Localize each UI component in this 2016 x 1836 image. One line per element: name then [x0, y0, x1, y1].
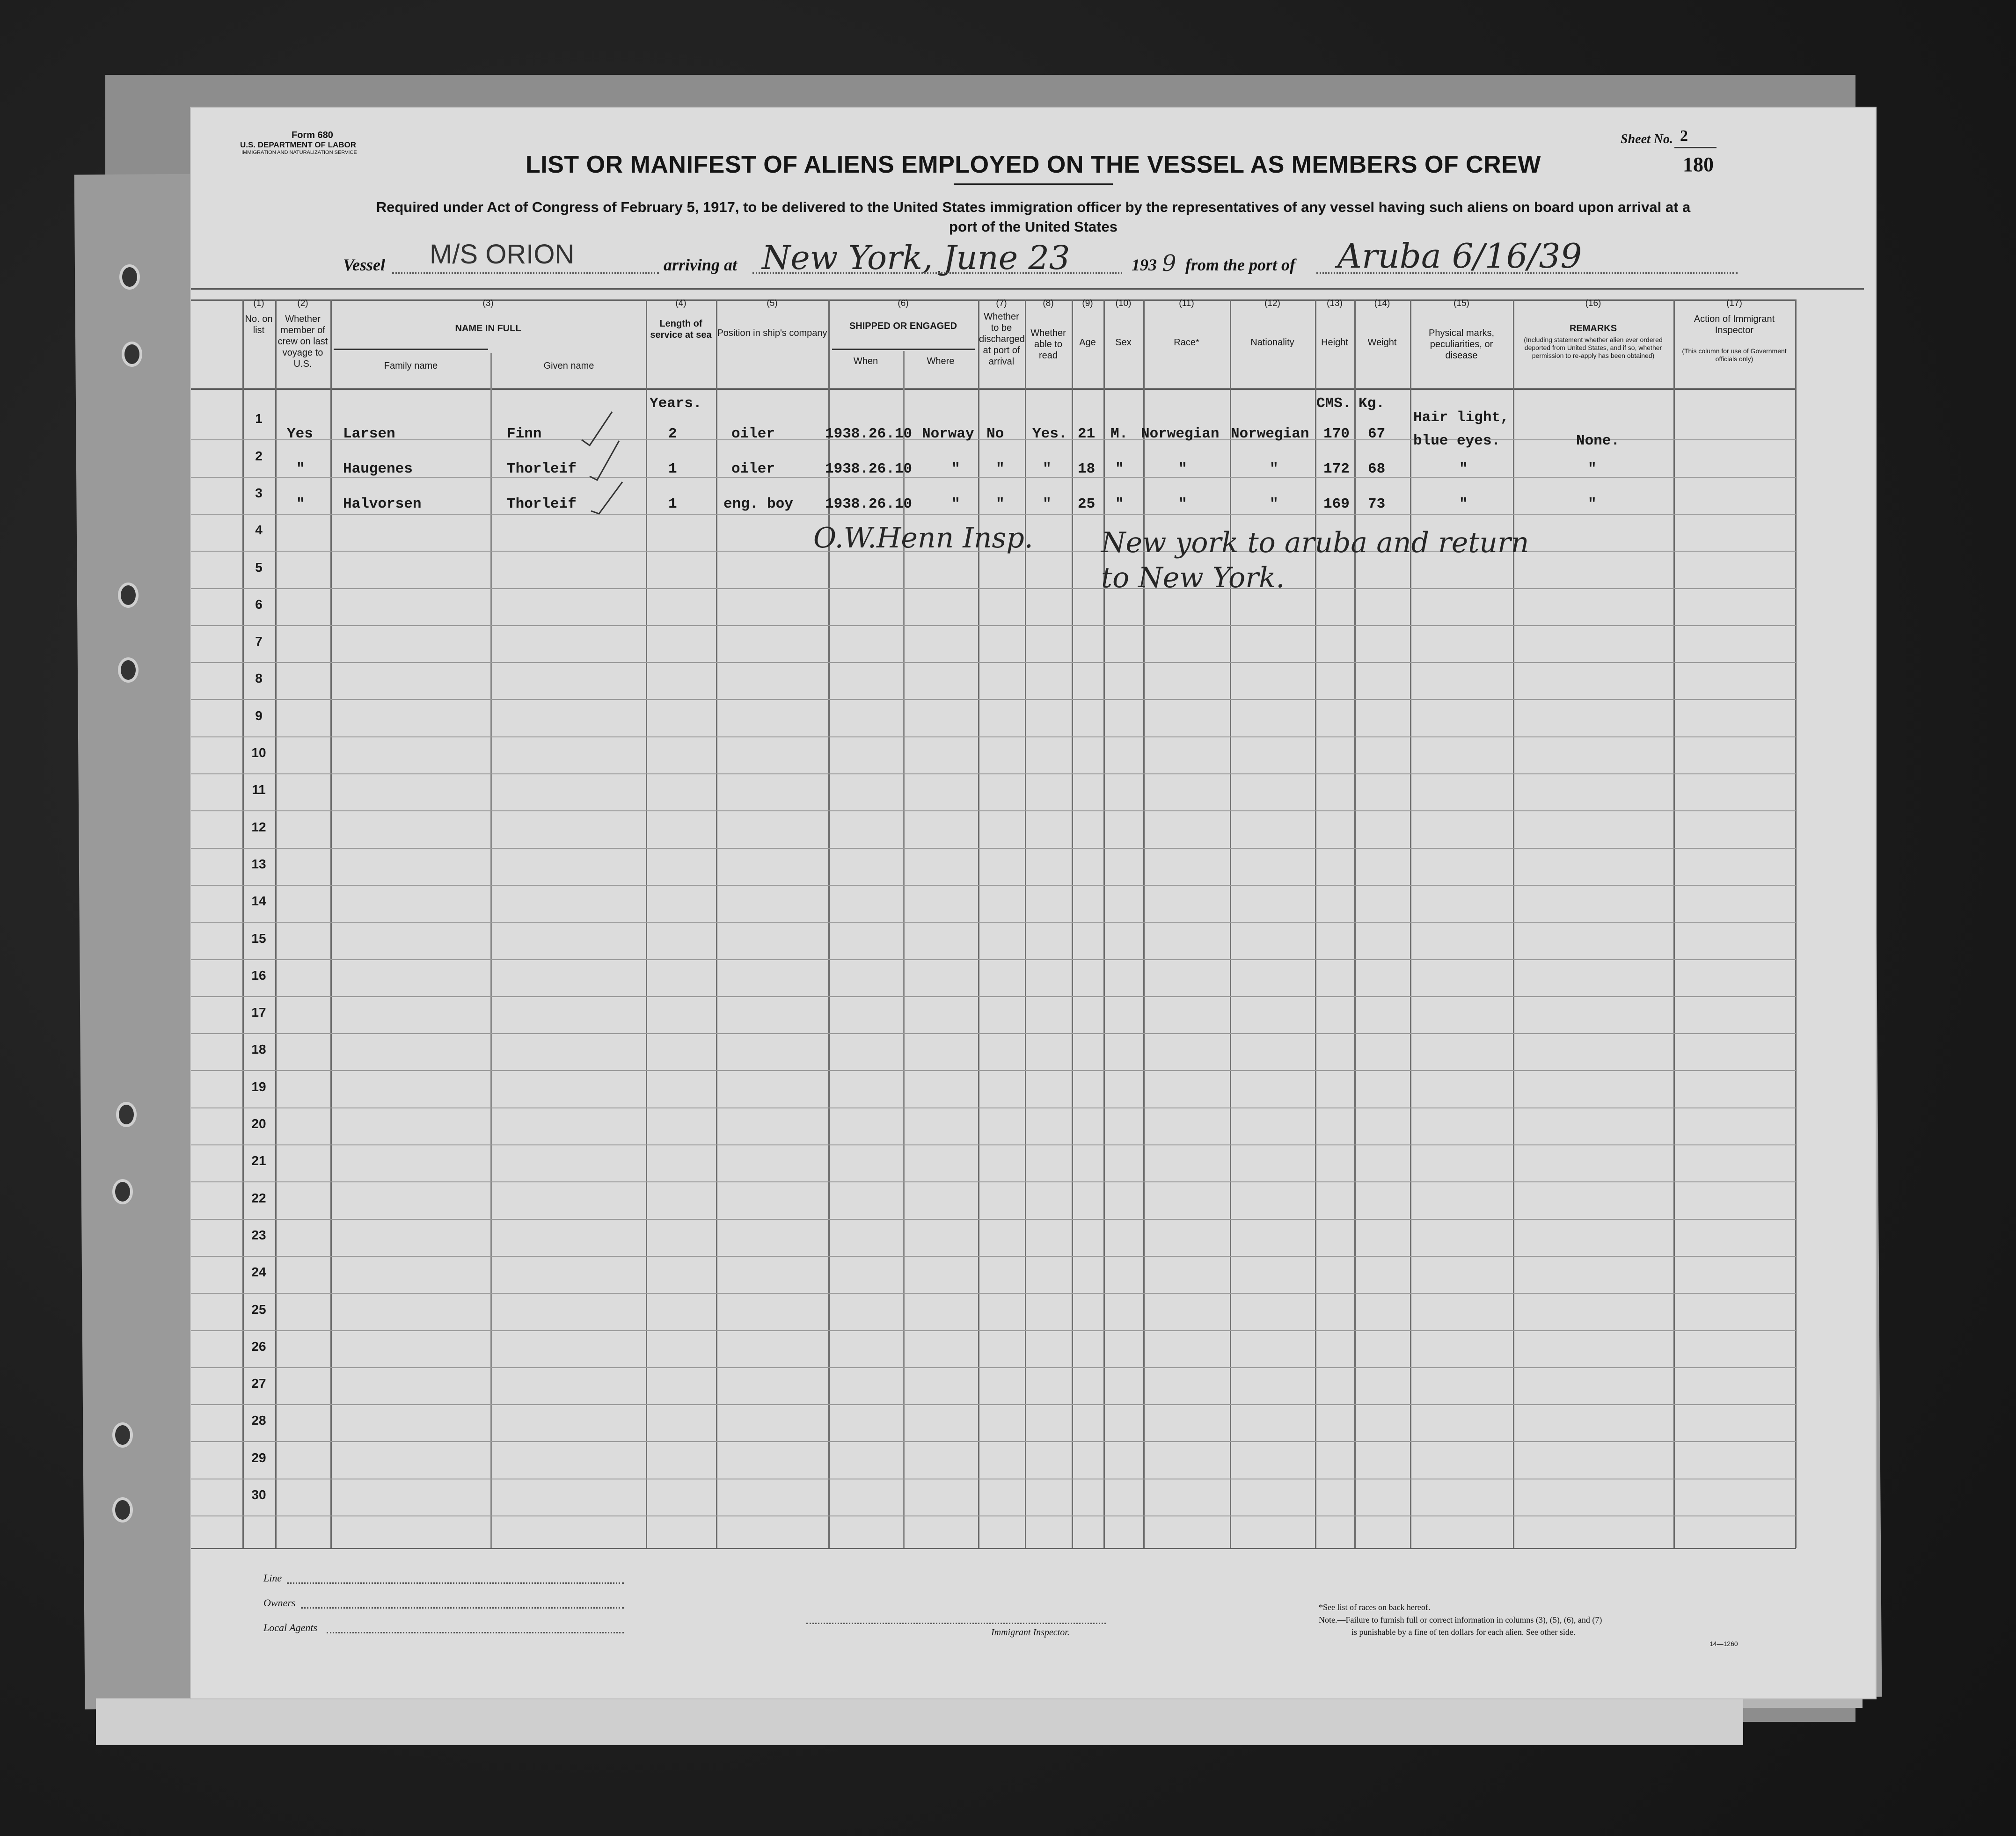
footer-agents-label: Local Agents [263, 1622, 318, 1633]
column-number: (15) [1454, 299, 1469, 308]
row-number: 30 [251, 1487, 266, 1502]
discharged-cell: No [986, 426, 1004, 442]
vessel-name: M/S ORION [430, 239, 575, 270]
read-cell: Yes. [1032, 426, 1067, 442]
row-number: 9 [255, 708, 263, 723]
where-cell: Norway [922, 426, 974, 442]
physical-marks-cell: " [1459, 496, 1468, 512]
row-number: 20 [251, 1116, 266, 1131]
position-cell: oiler [731, 461, 775, 477]
column-number: (9) [1082, 299, 1093, 308]
column-number: (1) [253, 299, 264, 308]
row-number: 1 [255, 411, 263, 426]
column-header-where: Where [927, 356, 955, 366]
row-number: 25 [251, 1302, 266, 1317]
column-header-remarks-note: (Including statement whether alien ever ordered deported from United States, and if so, whether permission to re-apply has been obtained) [1524, 336, 1663, 359]
row-number: 21 [251, 1153, 266, 1168]
row-rule [191, 699, 1796, 700]
column-header-physical-marks: Physical marks, peculiarities, or disease [1428, 328, 1495, 361]
column-header-race: Race* [1174, 337, 1199, 348]
row-rule [191, 996, 1796, 997]
row-rule [191, 1219, 1796, 1220]
member-cell: " [296, 496, 305, 512]
service-cell: 1 [668, 496, 677, 512]
row-number: 13 [251, 856, 266, 871]
column-header-read: Whether able to read [1030, 328, 1066, 361]
column-header-position: Position in ship's company [717, 328, 827, 338]
row-rule [191, 1404, 1796, 1405]
row-number: 15 [251, 931, 266, 946]
binder-hole [118, 657, 139, 683]
row-rule [191, 1144, 1796, 1145]
age-cell: 21 [1078, 426, 1096, 442]
position-cell: eng. boy [723, 496, 793, 512]
column-number: (2) [297, 299, 308, 308]
inspector-signature: O.W.Henn Insp. [813, 522, 1033, 554]
nationality-cell: " [1270, 461, 1278, 477]
column-header-name: NAME IN FULL [455, 323, 521, 334]
height-cell: 169 [1323, 496, 1350, 512]
footer-note-line1: Note.—Failure to furnish full or correct information in columns (3), (5), (6), and (7) [1319, 1615, 1602, 1625]
check-mark [582, 412, 612, 445]
row-rule [191, 625, 1796, 626]
column-header-member: Whether member of crew on last voyage to U.S. [278, 314, 328, 369]
height-cell: 172 [1323, 461, 1350, 477]
column-number: (17) [1726, 299, 1742, 308]
row-rule [191, 1070, 1796, 1071]
column-header-age: Age [1079, 337, 1096, 348]
discharged-cell: " [996, 496, 1005, 512]
row-rule [191, 1330, 1796, 1331]
row-rule [191, 922, 1796, 923]
when-cell: 1938.26.10 [825, 461, 913, 477]
form-subtitle-line1: Required under Act of Congress of February 5, 1917, to be delivered to the United States immigration officer by the representatives of any vessel having such aliens on board upon arrival at a [376, 199, 1691, 215]
row-rule [191, 588, 1796, 589]
row-rule [191, 885, 1796, 886]
remarks-cell: " [1588, 496, 1597, 512]
binder-hole [118, 583, 139, 608]
check-mark [591, 482, 622, 514]
row-rule [191, 1256, 1796, 1257]
row-rule [191, 959, 1796, 960]
where-cell: " [951, 461, 960, 477]
column-number: (6) [898, 299, 909, 308]
row-number: 23 [251, 1227, 266, 1242]
binder-hole [112, 1497, 133, 1523]
form-number: Form 680 [292, 130, 333, 140]
sex-cell: M. [1110, 426, 1128, 442]
height-unit: CMS. [1316, 395, 1351, 412]
height-cell: 170 [1323, 426, 1350, 442]
column-header-family-name: Family name [384, 361, 438, 371]
binder-hole [112, 1179, 133, 1204]
age-cell: 25 [1078, 496, 1096, 512]
row-number: 27 [251, 1376, 266, 1391]
service-label: IMMIGRATION AND NATURALIZATION SERVICE [241, 150, 357, 155]
service-cell: 2 [668, 426, 677, 442]
column-number: (14) [1374, 299, 1390, 308]
check-mark [590, 441, 619, 480]
discharged-cell: " [996, 461, 1005, 477]
column-number: (3) [482, 299, 494, 308]
row-number: 3 [255, 485, 263, 500]
row-number: 12 [251, 819, 266, 834]
from-port-label: from the port of [1185, 255, 1296, 274]
column-number: (13) [1327, 299, 1343, 308]
row-rule [191, 810, 1796, 811]
row-number: 19 [251, 1079, 266, 1094]
column-header-no: No. on list [245, 314, 273, 335]
handwritten-note-line1: New york to aruba and return [1101, 526, 1529, 559]
column-header-weight: Weight [1367, 337, 1397, 348]
column-number: (12) [1264, 299, 1280, 308]
department-label: U.S. DEPARTMENT OF LABOR [240, 140, 357, 149]
manifest-sheet [191, 108, 1876, 1698]
column-header-service: Length of service at sea [650, 319, 712, 340]
row-number: 5 [255, 560, 263, 575]
given-name-cell: Thorleif [507, 461, 577, 477]
column-header-shipped: SHIPPED OR ENGAGED [849, 321, 957, 331]
read-cell: " [1043, 496, 1052, 512]
row-number: 8 [255, 671, 263, 686]
given-name-cell: Finn [507, 426, 542, 442]
row-number: 18 [251, 1042, 266, 1057]
vessel-label: Vessel [343, 255, 385, 274]
from-port-value: Aruba 6/16/39 [1337, 236, 1582, 276]
race-cell: " [1178, 496, 1187, 512]
footer-inspector-label: Immigrant Inspector. [991, 1627, 1070, 1638]
sex-cell: " [1115, 461, 1124, 477]
row-rule [191, 1293, 1796, 1294]
weight-cell: 67 [1368, 426, 1386, 442]
binder-hole [112, 1422, 133, 1448]
footer-print-code: 14—1260 [1709, 1640, 1738, 1647]
sheet-label: Sheet No. [1621, 132, 1673, 146]
nationality-cell: Norwegian [1231, 426, 1309, 442]
weight-cell: 73 [1368, 496, 1386, 512]
service-unit: Years. [650, 395, 702, 412]
race-cell: " [1178, 461, 1187, 477]
form-subtitle-line2: port of the United States [949, 219, 1118, 235]
row-rule [191, 1441, 1796, 1442]
arriving-value: New York, June 23 [762, 239, 1070, 277]
sex-cell: " [1115, 496, 1124, 512]
binder-hole [122, 342, 142, 367]
row-rule [191, 1367, 1796, 1368]
column-header-action-note: (This column for use of Government officials only) [1682, 347, 1787, 363]
physical-marks-cell: blue eyes. [1413, 433, 1501, 449]
row-rule [191, 848, 1796, 849]
row-rule [191, 1515, 1796, 1516]
row-rule [191, 736, 1796, 737]
column-header-remarks: REMARKS [1569, 323, 1617, 334]
remarks-cell: " [1588, 461, 1597, 477]
row-number: 29 [251, 1450, 266, 1465]
read-cell: " [1043, 461, 1052, 477]
footer-owners-label: Owners [263, 1597, 296, 1609]
member-cell: Yes [287, 426, 313, 442]
weight-cell: 68 [1368, 461, 1386, 477]
position-cell: oiler [731, 426, 775, 442]
row-number: 10 [251, 745, 266, 760]
row-number: 22 [251, 1190, 266, 1205]
column-header-sex: Sex [1115, 337, 1132, 348]
row-rule [191, 662, 1796, 663]
row-number: 26 [251, 1339, 266, 1354]
family-name-cell: Larsen [343, 426, 395, 442]
where-cell: " [951, 496, 960, 512]
check-marks [191, 108, 1876, 576]
column-number: (11) [1179, 299, 1194, 308]
age-cell: 18 [1078, 461, 1096, 477]
row-rule [191, 773, 1796, 774]
footer-races-note: *See list of races on back hereof. [1319, 1603, 1431, 1612]
binder-hole [119, 264, 140, 290]
footer-note-line2: is punishable by a fine of ten dollars for each alien. See other side. [1351, 1627, 1576, 1637]
row-number: 28 [251, 1413, 266, 1428]
row-rule [191, 1107, 1796, 1108]
column-number: (4) [675, 299, 687, 308]
physical-marks-cell: " [1459, 461, 1468, 477]
row-rule [191, 1033, 1796, 1034]
family-name-cell: Haugenes [343, 461, 413, 477]
form-title: LIST OR MANIFEST OF ALIENS EMPLOYED ON THE VESSEL AS MEMBERS OF CREW [526, 151, 1541, 178]
year-prefix: 193 [1132, 255, 1157, 274]
row-number: 24 [251, 1265, 266, 1280]
race-cell: Norwegian [1141, 426, 1220, 442]
backing-sheet [96, 1698, 1743, 1745]
row-number: 6 [255, 597, 263, 612]
column-number: (5) [767, 299, 778, 308]
row-number: 2 [255, 448, 263, 463]
column-number: (7) [996, 299, 1007, 308]
footer-line-label: Line [263, 1572, 282, 1584]
row-number: 17 [251, 1005, 266, 1020]
year-value: 9 [1162, 250, 1176, 277]
handwritten-note-line2: to New York. [1101, 561, 1285, 594]
column-number: (16) [1585, 299, 1601, 308]
given-name-cell: Thorleif [507, 496, 577, 512]
column-header-nationality: Nationality [1250, 337, 1294, 348]
service-cell: 1 [668, 461, 677, 477]
when-cell: 1938.26.10 [825, 426, 913, 442]
remarks-cell: None. [1576, 433, 1620, 449]
row-number: 16 [251, 968, 266, 983]
sheet-number: 2 [1680, 127, 1688, 145]
physical-marks-cell: Hair light, [1413, 409, 1509, 426]
column-header-when: When [853, 356, 878, 366]
family-name-cell: Halvorsen [343, 496, 422, 512]
binder-hole [116, 1102, 137, 1127]
when-cell: 1938.26.10 [825, 496, 913, 512]
row-number: 14 [251, 894, 266, 909]
column-header-given-name: Given name [543, 361, 594, 371]
page-number: 180 [1683, 153, 1714, 176]
column-number: (8) [1043, 299, 1054, 308]
nationality-cell: " [1270, 496, 1278, 512]
weight-unit: Kg. [1359, 395, 1385, 412]
row-rule [191, 1181, 1796, 1182]
row-number: 11 [252, 782, 266, 797]
arriving-label: arriving at [664, 255, 738, 274]
row-number: 4 [255, 523, 263, 538]
column-header-discharged: Whether to be discharged at port of arrival [979, 312, 1025, 367]
column-header-height: Height [1321, 337, 1348, 348]
column-number: (10) [1115, 299, 1132, 308]
row-number: 7 [255, 634, 263, 649]
column-header-action: Action of Immigrant Inspector [1694, 314, 1775, 335]
member-cell: " [296, 461, 305, 477]
